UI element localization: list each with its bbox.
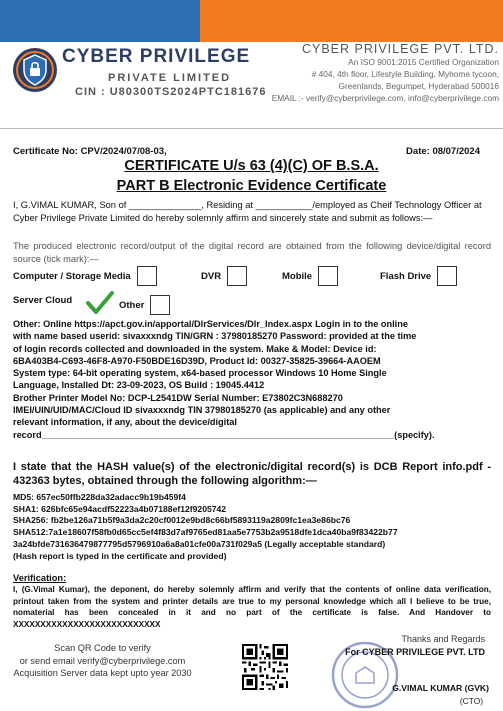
other-line-6: Language, Installed Dt: 23-09-2023, OS Build : 19045.4412 <box>13 380 265 391</box>
hash-note: (Hash report is typed in the certificate and provided) <box>13 550 227 561</box>
other-line-10: record_____________________________________________________________________(specify). <box>13 429 435 440</box>
hash-values <box>13 492 491 562</box>
produced-paragraph: The produced electronic record/output of the digital record are obtained from the following device/digital record source (tick mark):— <box>13 241 491 264</box>
top-bar-orange <box>200 0 503 42</box>
company-address-block <box>272 42 499 104</box>
media-mobile-label: Mobile <box>282 270 313 282</box>
other-line-3: of login records collected and downloaded in the system. Make & Model: Device id: <box>13 343 377 354</box>
scan-line-1: Scan QR Code to verify <box>54 643 151 653</box>
media-server-cloud <box>13 295 72 306</box>
brand-cin: CIN : U80300TS2024PTC181676 <box>75 86 267 98</box>
media-mobile-checkbox[interactable] <box>318 266 338 286</box>
scan-line-2: or send email verify@cyberprivilege.com <box>19 655 186 666</box>
media-dvr <box>201 266 247 286</box>
other-line-4: 6BA403B4-C693-46F8-A970-F50BDE16D39D, Product Id: 00327-35825-39664-AAOEM <box>13 355 381 366</box>
media-other-label: Other <box>119 299 145 311</box>
verification-heading: Verification: <box>13 573 67 583</box>
other-line-5: System type: 64-bit operating system, x64-based processor Windows 10 Home Single <box>13 368 387 379</box>
certificate-title: CERTIFICATE U/s 63 (4)(C) OF B.S.A. <box>124 158 379 174</box>
certificate-number: Certificate No: CPV/2024/07/08-03, <box>13 146 167 157</box>
hash-sha1: SHA1: 626bfc65e94acdf52223a4b07188ef12f9205742 <box>13 503 227 514</box>
media-computer <box>13 266 157 286</box>
media-dvr-checkbox[interactable] <box>227 266 247 286</box>
thanks-regards: Thanks and Regards <box>401 634 485 644</box>
verification-text: I, (G.Vimal Kumar), the deponent, do hereby solemnly affirm and verify that the contents of online data verification, printout taken from the system and printer details are true to my personal knowledge which all I believe to be true, nomaterial has been concealed in it and no part of the certificate is false. And Handover to XXXXXXXXXXXXXXXXXXXXXXXXXXX <box>13 585 491 629</box>
shield-lock-logo-icon <box>11 46 59 94</box>
media-server-cloud-label: Server Cloud <box>13 295 73 306</box>
hash-sha512-line-2: 3a24bfde731636479877795d5796910a6a8a01cfe00a731f029a5 (Legally acceptable standard) <box>13 538 386 549</box>
company-email: EMAIL :- verify@cyberprivilege.com, info@cyberprivilege.com <box>271 93 499 103</box>
certificate-subtitle: PART B Electronic Evidence Certificate <box>116 178 387 194</box>
company-address-line-1: # 404, 4th floor, Lifestyle Building, Myhome tycoon, <box>311 69 499 79</box>
header-divider <box>0 128 503 129</box>
signer-name: G.VIMAL KUMAR (GVK) <box>392 683 489 693</box>
hash-statement: I state that the HASH value(s) of the electronic/digital record(s) is DCB Report info.pdf - 432363 bytes, obtained through the following algorithm:— <box>13 461 491 487</box>
media-flash-checkbox[interactable] <box>437 266 457 286</box>
media-dvr-label: DVR <box>201 270 222 282</box>
scan-line-3: Acquisition Server data kept upto year 2030 <box>13 668 192 678</box>
media-computer-label: Computer / Storage Media <box>13 270 131 282</box>
top-bar-blue <box>0 0 200 42</box>
signer-role: (CTO) <box>459 696 483 706</box>
media-computer-checkbox[interactable] <box>137 266 157 286</box>
media-row-1 <box>13 266 491 290</box>
brand-subtitle: PRIVATE LIMITED <box>108 72 232 84</box>
media-other <box>119 295 170 315</box>
media-row-2 <box>13 295 491 319</box>
checkmark-icon <box>86 290 114 316</box>
other-line-8: IMEI/UIN/UID/MAC/Cloud ID sivaxxxndg TIN 37980185270 (as applicable) and any other <box>13 405 391 416</box>
certificate-date: Date: 08/07/2024 <box>406 146 480 157</box>
intro-paragraph: I, G.VIMAL KUMAR, Son of ______________, Residing at ___________/employed as Cheif Technology Officer at Cyber Privilege Private Limited do hereby solemnly affirm and sincerely state and submit as follows:— <box>13 200 482 223</box>
media-flash <box>380 266 457 286</box>
other-line-2: with name based userid: sivaxxxndg TIN/GRN : 37980185270 Password: provided at the time <box>13 331 417 342</box>
hash-md5: MD5: 657ec50ffb228da32adacc9b19b459f4 <box>13 492 186 502</box>
company-iso: An ISO 9001:2015 Certified Organization <box>348 57 499 67</box>
company-address-line-2: Greenlands, Begumpet, Hyderabad 500016 <box>338 81 499 91</box>
letterhead <box>0 42 503 142</box>
media-mobile <box>282 266 338 286</box>
other-line-7: Brother Printer Model No: DCP-L2541DW Serial Number: E73802C3N688270 <box>13 392 343 403</box>
media-other-checkbox[interactable] <box>150 295 170 315</box>
for-company: For CYBER PRIVILEGE PVT. LTD <box>345 647 485 657</box>
qr-code-icon[interactable] <box>242 644 288 690</box>
other-line-1: Other: Online https://apct.gov.in/apportal/DlrServices/Dlr_Index.aspx Login in to the online <box>13 319 408 329</box>
top-color-bar <box>0 0 503 42</box>
brand-name: CYBER PRIVILEGE <box>62 46 251 67</box>
scan-instructions <box>0 642 205 680</box>
other-line-9: relevant information, if any, about the device/digital <box>13 417 237 428</box>
hash-sha256: SHA256: fb2be126a71b5f9a3da2c20cf0012e9bd8c66bf5893119a2809fc1ea3e86bc76 <box>13 515 351 526</box>
company-name: CYBER PRIVILEGE PVT. LTD. <box>301 42 499 56</box>
hash-sha512-line-1: SHA512:7a1e18607f58fb0d65cc5ef4f83d7af9765ed81aa5e7753b2a9518dfe1dca40ba9f83422b77 <box>13 527 398 538</box>
media-flash-label: Flash Drive <box>380 270 432 282</box>
other-details <box>13 318 491 441</box>
